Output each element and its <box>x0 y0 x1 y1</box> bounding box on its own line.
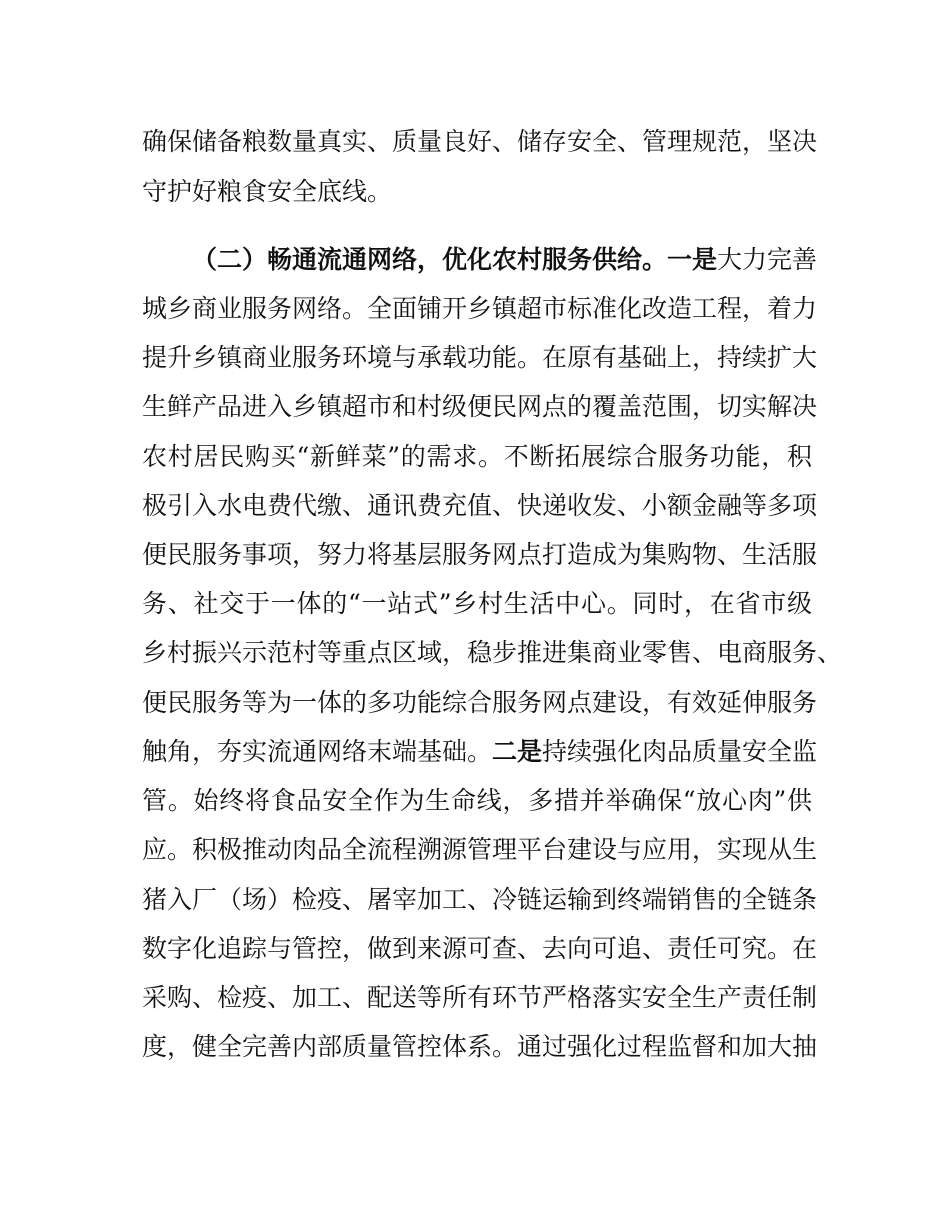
paragraph-2-line-14: 猪入厂（场）检疫、屠宰加工、冷链运输到终端销售的全链条 <box>142 885 818 914</box>
paragraph-2-line-16: 采购、检疫、加工、配送等所有环节严格落实安全生产责任制 <box>142 983 818 1012</box>
paragraph-2-line-13: 应。积极推动肉品全流程溯源管理平台建设与应用，实现从生 <box>142 835 818 864</box>
paragraph-2-line-17: 度，健全完善内部质量管控体系。通过强化过程监督和加大抽 <box>142 1032 818 1061</box>
paragraph-1-line-2: 守护好粮食安全底线。 <box>142 177 393 206</box>
paragraph-2-line-7: 便民服务事项，努力将基层服务网点打造成为集购物、生活服 <box>142 540 818 569</box>
paragraph-2-line-10: 便民服务等为一体的多功能综合服务网点建设，有效延伸服务 <box>142 688 818 717</box>
paragraph-2-line-9: 乡村振兴示范村等重点区域，稳步推进集商业零售、电商服务、 <box>142 638 843 667</box>
paragraph-2-line-5: 农村居民购买“新鲜菜”的需求。不断拓展综合服务功能，积 <box>142 442 812 471</box>
paragraph-2-line-12: 管。始终将食品安全作为生命线，多措并举确保“放心肉”供 <box>142 786 812 815</box>
paragraph-2-line-2: 城乡商业服务网络。全面铺开乡镇超市标准化改造工程，着力 <box>142 294 818 323</box>
paragraph-1-line-1: 确保储备粮数量真实、质量良好、储存安全、管理规范，坚决 <box>142 127 818 156</box>
paragraph-2-line-1 <box>192 243 818 277</box>
paragraph-2-line-6: 极引入水电费代缴、通讯费充值、快递收发、小额金融等多项 <box>142 491 818 520</box>
paragraph-2-line-4: 生鲜产品进入乡镇超市和村级便民网点的覆盖范围，切实解决 <box>142 392 818 421</box>
paragraph-2-line-3: 提升乡镇商业服务环境与承载功能。在原有基础上，持续扩大 <box>142 343 818 372</box>
paragraph-2-line-8: 务、社交于一体的“一站式”乡村生活中心。同时，在省市级 <box>142 589 812 618</box>
first-marker: 一是 <box>667 245 718 274</box>
second-marker: 二是 <box>492 737 543 766</box>
paragraph-2-line-11-tail: 持续强化肉品质量安全监 <box>542 737 818 766</box>
paragraph-2-line-15: 数字化追踪与管控，做到来源可查、去向可追、责任可究。在 <box>142 934 818 963</box>
paragraph-2-line-1-tail: 大力完善 <box>717 245 818 274</box>
section-heading: （二）畅通流通网络，优化农村服务供给。 <box>192 245 668 274</box>
paragraph-2-line-11-head: 触角，夯实流通网络末端基础。 <box>142 737 493 766</box>
paragraph-2-line-11 <box>142 735 818 769</box>
